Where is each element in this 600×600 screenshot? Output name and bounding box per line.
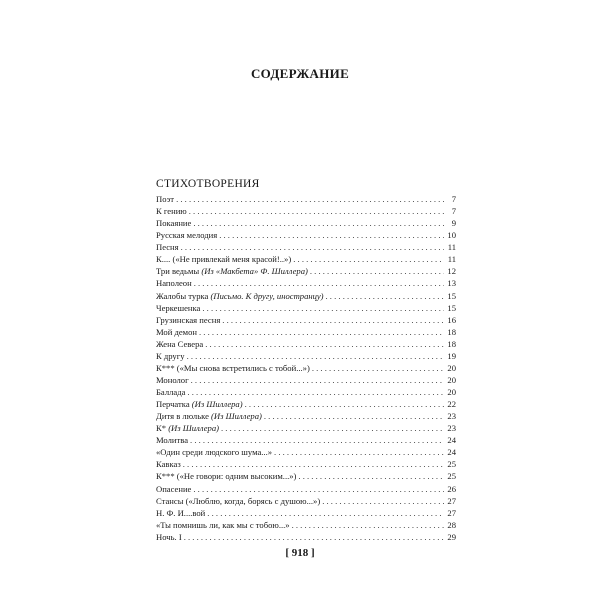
dot-leader — [202, 302, 444, 314]
toc-entry-title: Молитва — [156, 435, 189, 446]
toc-entry-title: Грузинская песня — [156, 314, 221, 325]
toc-entry — [156, 193, 456, 205]
page-number: [ 918 ] — [285, 547, 315, 559]
toc-entry-title: К*** («Не говори: одним высоким...») — [156, 471, 297, 482]
dot-leader — [298, 470, 444, 482]
toc-entry-page: 23 — [447, 411, 456, 422]
toc-entry-page: 23 — [447, 423, 456, 434]
toc-entry-title: Покаяние — [156, 218, 192, 229]
dot-leader — [187, 350, 444, 362]
toc-entry-page: 20 — [447, 387, 456, 397]
toc-entry — [156, 458, 456, 470]
dot-leader — [264, 410, 444, 422]
dot-leader — [194, 277, 444, 289]
dot-leader — [312, 362, 444, 374]
toc-entry — [156, 253, 456, 265]
toc-entry — [156, 205, 456, 217]
toc-entry-page: 28 — [447, 519, 456, 530]
dot-leader — [183, 458, 444, 470]
toc-entry — [156, 398, 456, 410]
dot-leader — [322, 495, 444, 507]
toc-entry — [156, 374, 456, 386]
toc-entry-title: К* (Из Шиллера) — [156, 423, 219, 434]
toc-entry-page: 22 — [447, 399, 456, 410]
toc-entry — [156, 422, 456, 434]
toc-entry — [156, 326, 456, 338]
toc-entry-title: Наполеон — [156, 278, 192, 289]
page-title: СОДЕРЖАНИЕ — [250, 66, 350, 81]
toc-entry-title: К гению — [156, 206, 187, 217]
toc-entry-page: 25 — [447, 471, 456, 482]
toc-entry — [156, 217, 456, 229]
section-title: СТИХОТВОРЕНИЯ — [156, 178, 260, 190]
dot-leader — [181, 241, 444, 253]
toc-entry-page: 27 — [447, 507, 456, 518]
dot-leader — [193, 483, 444, 495]
dot-leader — [199, 326, 444, 338]
toc-entry — [156, 265, 456, 277]
toc-entry-page: 29 — [447, 531, 456, 542]
toc-entry — [156, 410, 456, 422]
dot-leader — [221, 422, 444, 434]
toc-entry-title: К.... («Не привлекай меня красой!..») — [156, 254, 292, 265]
dot-leader — [219, 229, 444, 241]
dot-leader — [176, 193, 444, 205]
toc-entry-title: Перчатка (Из Шиллера) — [156, 399, 243, 410]
toc-entry-page: 7 — [451, 206, 456, 217]
toc-entry — [156, 241, 456, 253]
toc-entry — [156, 302, 456, 314]
toc-entry-page: 15 — [447, 302, 456, 313]
toc-entry — [156, 470, 456, 482]
toc-entry-title: Мой демон — [156, 326, 197, 337]
dot-leader — [292, 519, 444, 531]
toc-entry-page: 7 — [451, 194, 456, 204]
toc-entry — [156, 495, 456, 507]
dot-leader — [184, 531, 444, 543]
toc-entry — [156, 386, 456, 398]
toc-entry — [156, 314, 456, 326]
toc-entry — [156, 531, 456, 543]
toc-entry-title: Жалобы турка (Письмо. К другу, иностранцу) — [156, 290, 324, 301]
toc-entry-title: Кавказ — [156, 459, 181, 470]
toc-entry-page: 27 — [447, 495, 456, 506]
toc-entry-title: Черкешенка — [156, 302, 201, 313]
dot-leader — [187, 386, 444, 398]
dot-leader — [190, 434, 444, 446]
toc-entry — [156, 446, 456, 458]
toc-entry — [156, 483, 456, 495]
toc-entry — [156, 277, 456, 289]
toc-entry-page: 12 — [447, 266, 456, 277]
toc-entry-title: «Один среди людского шума...» — [156, 447, 273, 458]
toc-entry-title: Стансы («Люблю, когда, борясь с душою...») — [156, 495, 321, 506]
toc-entry-page: 19 — [447, 350, 456, 361]
toc-entry-page: 18 — [447, 326, 456, 337]
toc-entry — [156, 434, 456, 446]
toc-entry-title: Ночь. I — [156, 531, 182, 542]
toc-entry-page: 18 — [447, 338, 456, 349]
toc-entry-page: 11 — [447, 254, 456, 265]
toc-entry-title: Баллада — [156, 387, 186, 397]
toc-entry-page: 24 — [447, 435, 456, 446]
toc-entry — [156, 338, 456, 350]
toc-entry-page: 10 — [447, 230, 456, 241]
toc-entry-page: 9 — [451, 218, 456, 229]
toc-entry-page: 26 — [447, 483, 456, 494]
toc-entry-title: Монолог — [156, 374, 189, 385]
toc-entry-page: 16 — [447, 314, 456, 325]
toc-entry-title: Русская мелодия — [156, 230, 218, 241]
toc-entry — [156, 350, 456, 362]
table-of-contents — [156, 193, 456, 543]
dot-leader — [193, 217, 444, 229]
toc-entry-title: Три ведьмы (Из «Макбета» Ф. Шиллера) — [156, 266, 308, 277]
dot-leader — [189, 205, 444, 217]
toc-entry — [156, 519, 456, 531]
toc-entry-page: 24 — [447, 447, 456, 458]
toc-entry-title: Дитя в люльке (Из Шиллера) — [156, 411, 262, 422]
dot-leader — [310, 265, 444, 277]
toc-entry-title: К*** («Мы снова встретились с тобой...») — [156, 362, 310, 373]
toc-entry — [156, 507, 456, 519]
toc-entry-title: К другу — [156, 350, 185, 361]
dot-leader — [191, 374, 444, 386]
dot-leader — [274, 446, 444, 458]
toc-entry-page: 20 — [447, 374, 456, 385]
dot-leader — [222, 314, 444, 326]
toc-entry-page: 20 — [447, 362, 456, 373]
dot-leader — [326, 290, 445, 302]
toc-entry-page: 11 — [447, 242, 456, 253]
toc-entry-title: Жена Севера — [156, 338, 204, 349]
dot-leader — [207, 507, 444, 519]
toc-entry-title: Н. Ф. И....вой — [156, 507, 206, 518]
toc-entry-title: Опасение — [156, 483, 192, 494]
toc-entry-page: 15 — [447, 290, 456, 301]
toc-entry-title: «Ты помнишь ли, как мы с тобою...» — [156, 519, 290, 530]
dot-leader — [245, 398, 444, 410]
dot-leader — [205, 338, 444, 350]
toc-entry-page: 25 — [447, 459, 456, 470]
dot-leader — [293, 253, 444, 265]
toc-entry-page: 13 — [447, 278, 456, 289]
toc-entry-title: Песня — [156, 242, 179, 253]
toc-entry — [156, 229, 456, 241]
toc-entry — [156, 362, 456, 374]
toc-entry — [156, 290, 456, 302]
toc-entry-title: Поэт — [156, 194, 175, 204]
